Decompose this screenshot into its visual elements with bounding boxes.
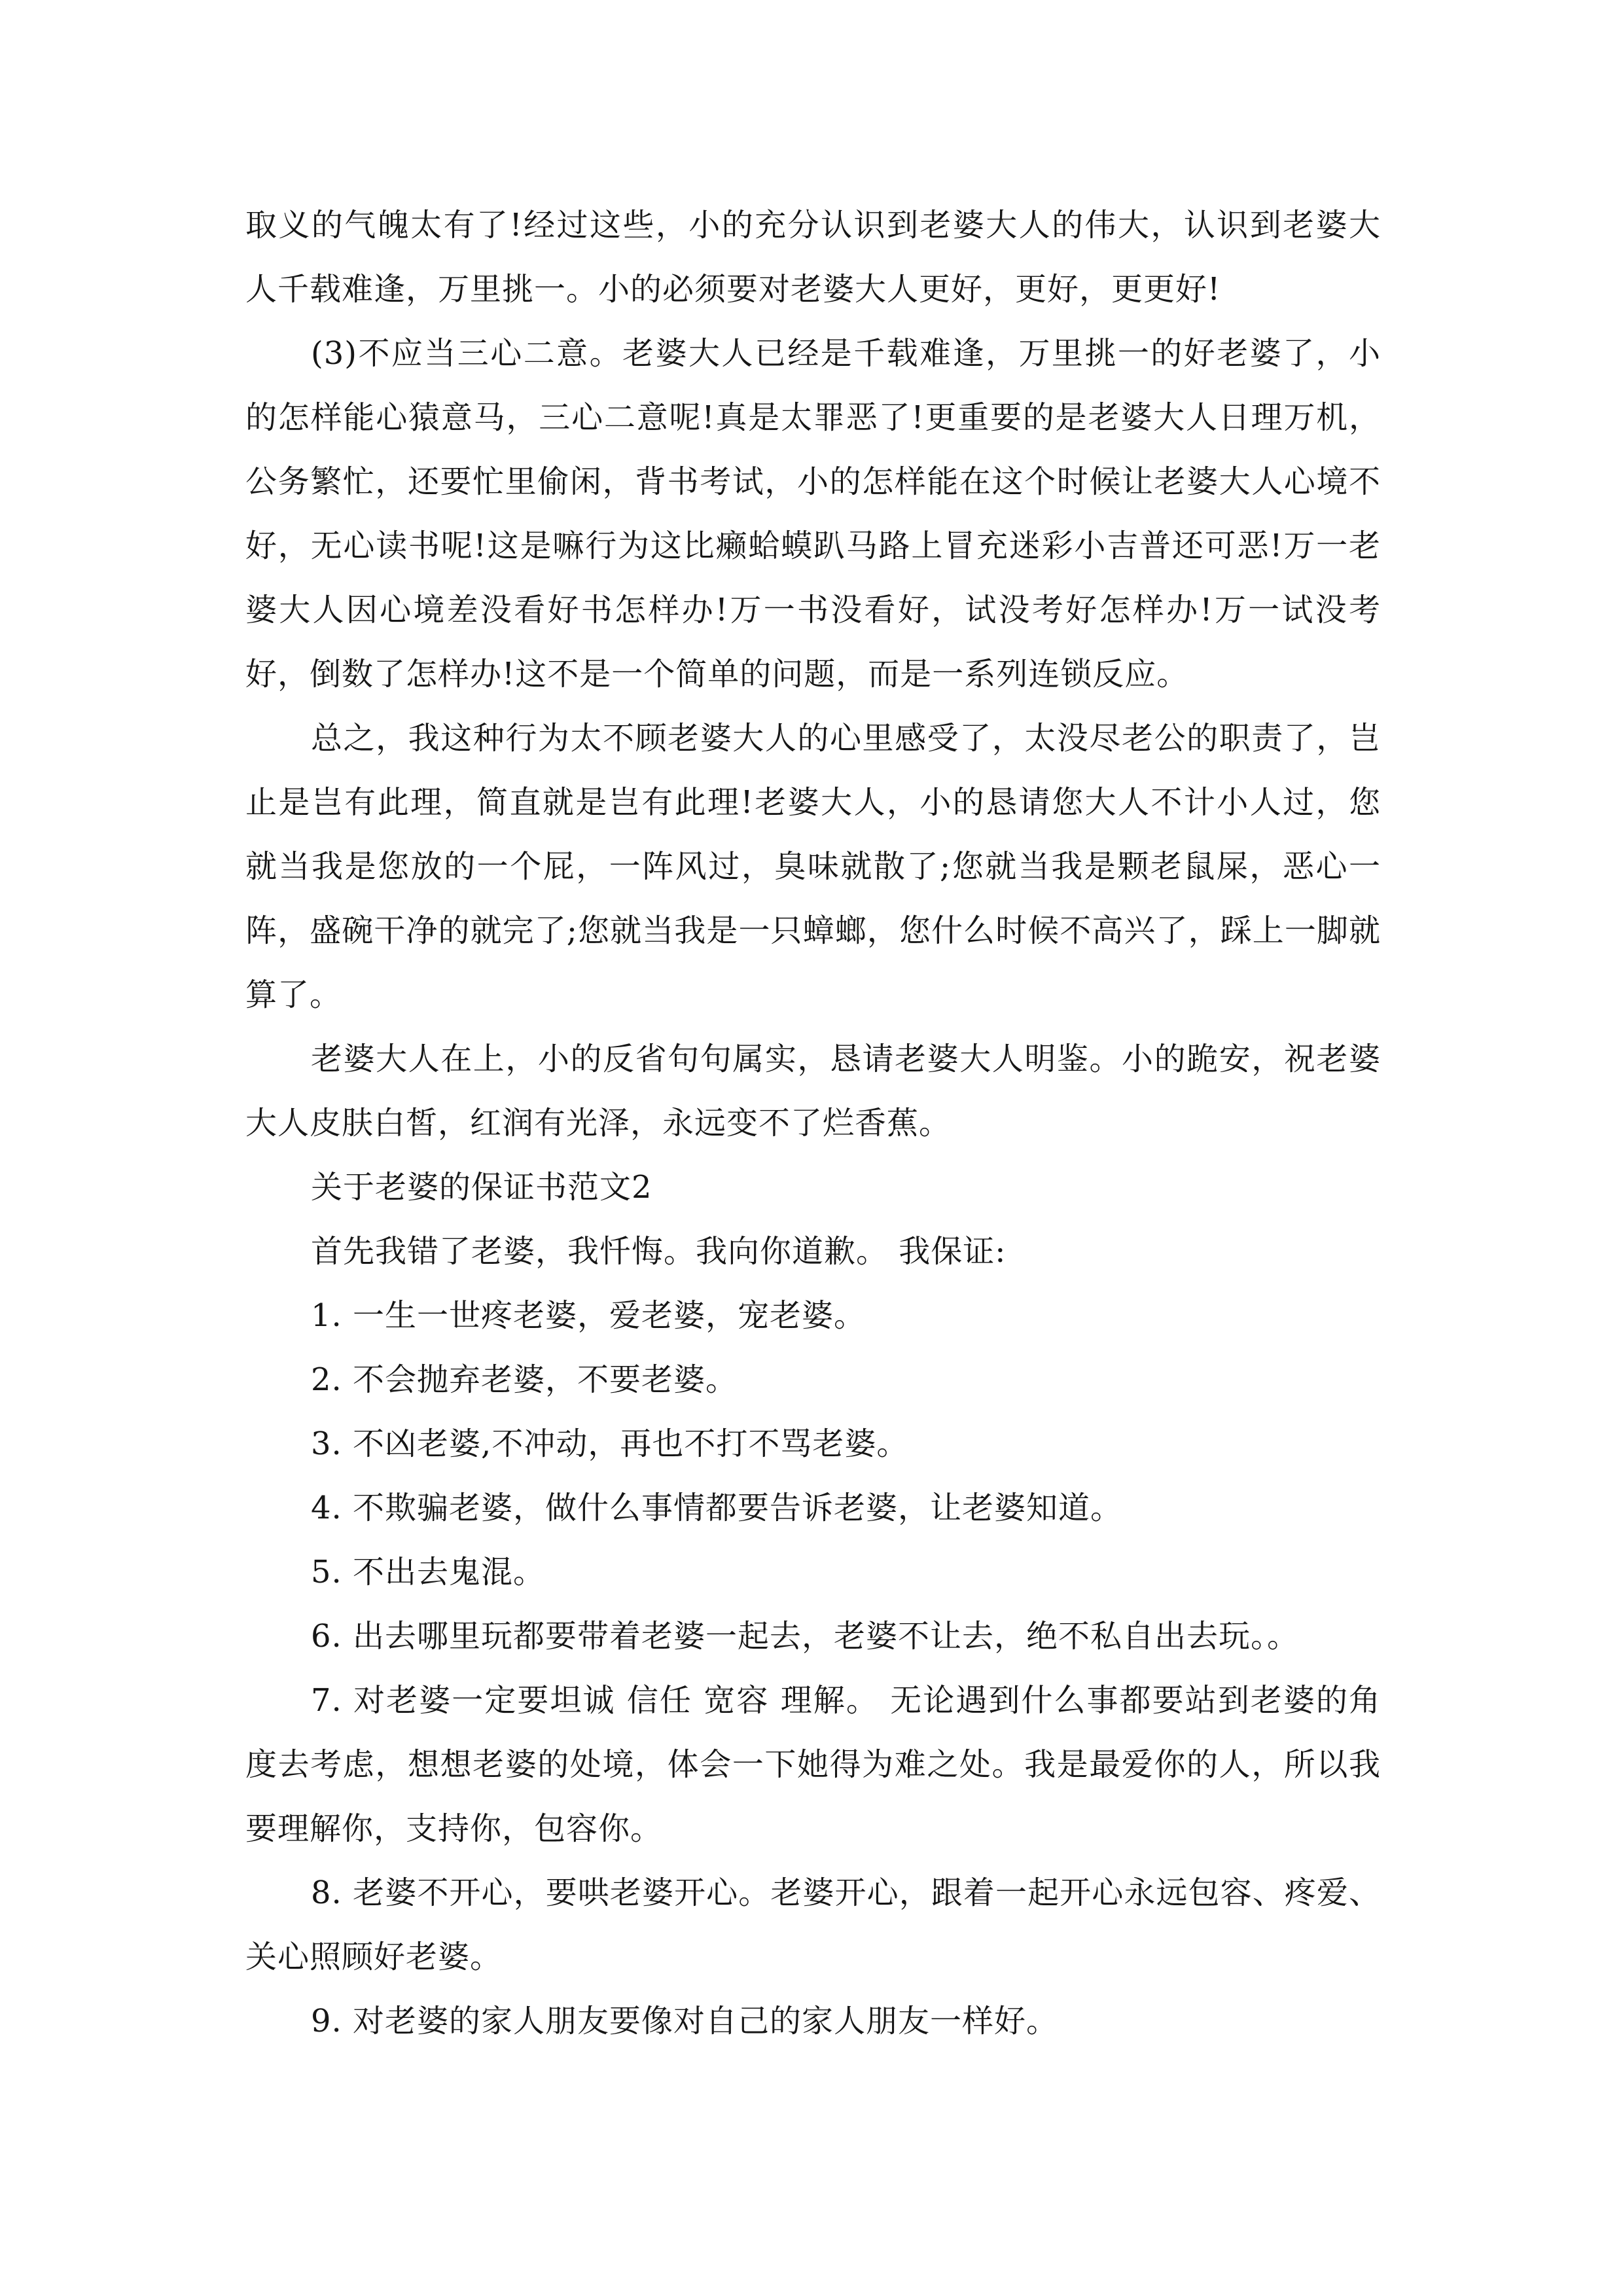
document-body [245, 193, 1381, 2053]
list-item: 1. 一生一世疼老婆，爱老婆，宠老婆。 [311, 1297, 866, 1334]
list-item: 2. 不会抛弃老婆，不要老婆。 [311, 1361, 738, 1398]
section-heading: 关于老婆的保证书范文2 [311, 1169, 652, 1206]
paragraph-intro: 首先我错了老婆，我忏悔。我向你道歉。 我保证: [311, 1233, 1007, 1270]
paragraph-continuation: 取义的气魄太有了!经过这些，小的充分认识到老婆大人的伟大，认识到老婆大人千载难逢，万里挑一。小的必须要对老婆大人更好，更好，更更好! [245, 207, 1381, 308]
list-item: 8. 老婆不开心，要哄老婆开心。老婆开心，跟着一起开心永远包容、疼爱、关心照顾好老婆。 [245, 1874, 1381, 1975]
list-item: 5. 不出去鬼混。 [311, 1554, 546, 1590]
list-item: 9. 对老婆的家人朋友要像对自己的家人朋友一样好。 [311, 2003, 1059, 2039]
paragraph-point-3: (3)不应当三心二意。老婆大人已经是千载难逢，万里挑一的好老婆了，小的怎样能心猿意马，三心二意呢!真是太罪恶了!更重要的是老婆大人日理万机，公务繁忙，还要忙里偷闲，背书考试，小的怎样能在这个时候让老婆大人心境不好，无心读书呢!这是嘛行为这比癞蛤蟆趴马路上冒充迷彩小吉普还可恶!万一老婆大人因心境差没看好书怎样办!万一书没看好，试没考好怎样办!万一试没考好，倒数了怎样办!这不是一个简单的问题，而是一系列连锁反应。 [245, 335, 1381, 692]
list-item: 7. 对老婆一定要坦诚 信任 宽容 理解。 无论遇到什么事都要站到老婆的角度去考虑，想想老婆的处境，体会一下她得为难之处。我是最爱你的人，所以我要理解你，支持你，包容你。 [245, 1682, 1381, 1847]
paragraph-closing: 老婆大人在上，小的反省句句属实，恳请老婆大人明鉴。小的跪安，祝老婆大人皮肤白皙，红润有光泽，永远变不了烂香蕉。 [245, 1041, 1381, 1141]
paragraph-summary: 总之，我这种行为太不顾老婆大人的心里感受了，太没尽老公的职责了，岂止是岂有此理，简直就是岂有此理!老婆大人，小的恳请您大人不计小人过，您就当我是您放的一个屁，一阵风过，臭味就散了;您就当我是颗老鼠屎，恶心一阵，盛碗干净的就完了;您就当我是一只蟑螂，您什么时候不高兴了，踩上一脚就算了。 [245, 720, 1381, 1013]
list-item: 4. 不欺骗老婆，做什么事情都要告诉老婆，让老婆知道。 [311, 1490, 1123, 1526]
list-item: 6. 出去哪里玩都要带着老婆一起去，老婆不让去，绝不私自出去玩。。 [311, 1618, 1300, 1655]
list-item: 3. 不凶老婆,不冲动，再也不打不骂老婆。 [311, 1426, 909, 1462]
